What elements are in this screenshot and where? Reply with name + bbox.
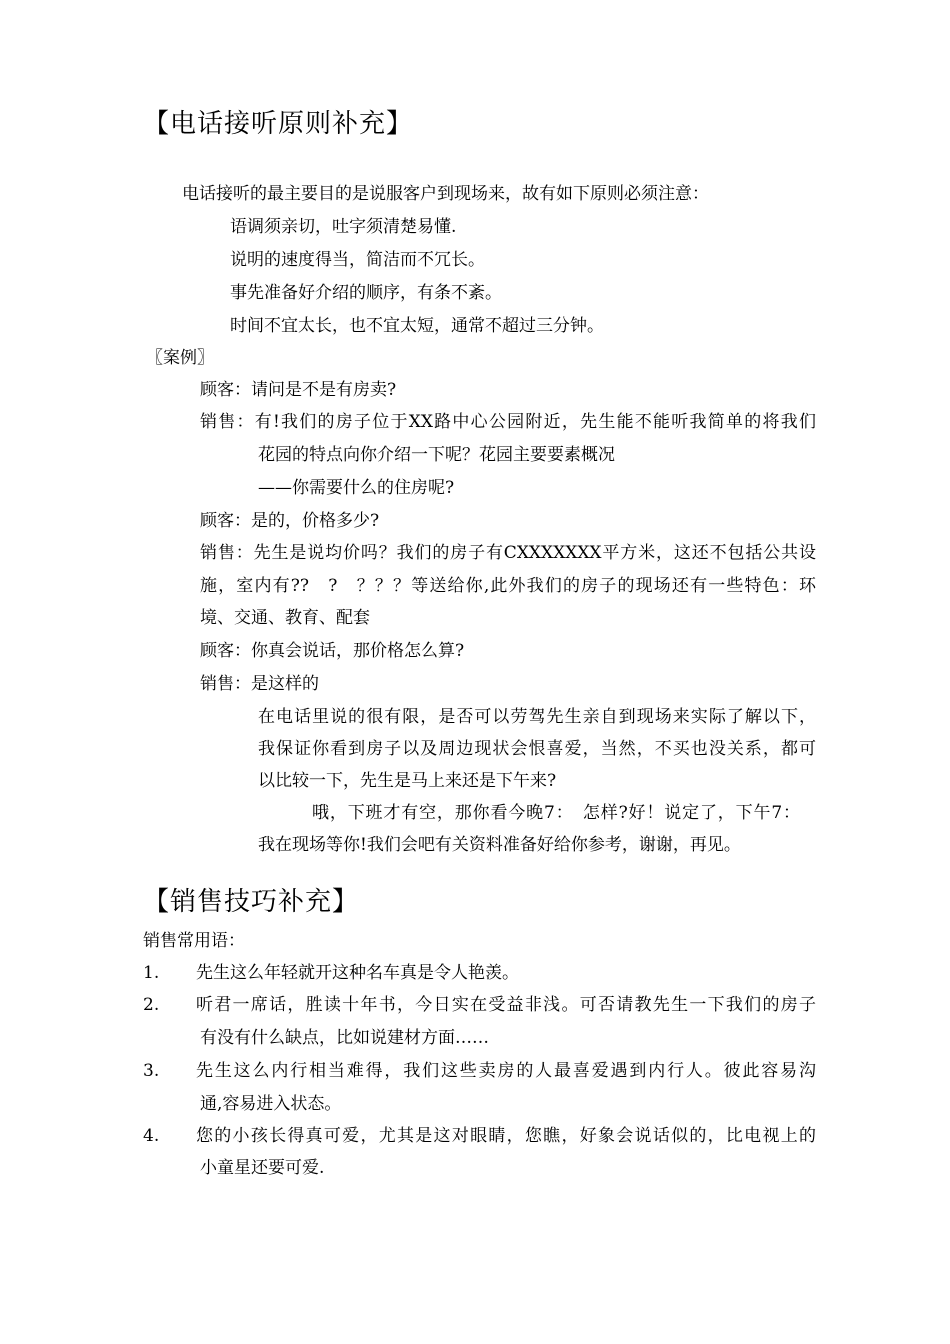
dialogue-line: 顾客：你真会说话，那价格怎么算? bbox=[200, 641, 465, 661]
dialogue-line: 哦，下班才有空，那你看今晚7： 怎样?好！说定了，下午7： bbox=[312, 803, 800, 823]
principle-item: 时间不宜太长，也不宜太短，通常不超过三分钟。 bbox=[230, 316, 604, 336]
dialogue-line: 销售：是这样的 bbox=[200, 674, 319, 694]
dialogue-line: 销售：先生是说均价吗？我们的房子有CXXXXXXX平方米，这还不包括公共设 bbox=[200, 543, 816, 563]
dialogue-line: 在电话里说的很有限，是否可以劳驾先生亲自到现场来实际了解以下， bbox=[258, 707, 816, 727]
dialogue-line: 我在现场等你!我们会吧有关资料准备好给你参考，谢谢，再见。 bbox=[258, 835, 741, 855]
sales-phrases-subtitle: 销售常用语： bbox=[143, 931, 245, 951]
principle-item: 语调须亲切，吐字须清楚易懂. bbox=[230, 217, 457, 237]
principle-item: 说明的速度得当，简洁而不冗长。 bbox=[230, 250, 485, 270]
list-item: 先生这么内行相当难得，我们这些卖房的人最喜爱遇到内行人。彼此容易沟 bbox=[196, 1061, 816, 1081]
list-item: 听君一席话，胜读十年书，今日实在受益非浅。可否请教先生一下我们的房子 bbox=[196, 995, 816, 1015]
list-item-continuation: 有没有什么缺点，比如说建材方面…… bbox=[200, 1028, 489, 1048]
case-label: 〖案例〗 bbox=[146, 348, 214, 368]
dialogue-line: ——你需要什么的住房呢? bbox=[258, 478, 455, 498]
list-item-continuation: 小童星还要可爱. bbox=[200, 1158, 325, 1178]
list-number: 3. bbox=[143, 1061, 160, 1081]
dialogue-line: 我保证你看到房子以及周边现状会恨喜爱，当然，不买也没关系，都可 bbox=[258, 739, 816, 759]
dialogue-line: 销售：有!我们的房子位于XX路中心公园附近，先生能不能听我简单的将我们 bbox=[200, 412, 816, 432]
list-number: 4. bbox=[143, 1126, 160, 1146]
section-title-phone-principles: 【电话接听原则补充】 bbox=[143, 109, 414, 139]
intro-paragraph: 电话接听的最主要目的是说服客户到现场来，故有如下原则必须注意： bbox=[182, 184, 709, 204]
dialogue-line: 花园的特点向你介绍一下呢？花园主要要素概况 bbox=[258, 445, 615, 465]
section-title-sales-techniques: 【销售技巧补充】 bbox=[143, 887, 360, 917]
dialogue-line: 以比较一下，先生是马上来还是下午来? bbox=[258, 771, 557, 791]
dialogue-line: 顾客：是的，价格多少? bbox=[200, 511, 380, 531]
dialogue-line: 顾客：请问是不是有房卖? bbox=[200, 380, 397, 400]
list-item-continuation: 通,容易进入状态。 bbox=[200, 1094, 342, 1114]
dialogue-line: 境、交通、教育、配套 bbox=[200, 608, 370, 628]
list-number: 1. bbox=[143, 963, 160, 983]
dialogue-line: 施，室内有?? ? ？？？等送给你,此外我们的房子的现场还有一些特色：环 bbox=[200, 576, 816, 596]
list-item: 先生这么年轻就开这种名车真是令人艳羡。 bbox=[196, 963, 519, 983]
list-number: 2. bbox=[143, 995, 160, 1015]
principle-item: 事先准备好介绍的顺序，有条不紊。 bbox=[230, 283, 502, 303]
list-item: 您的小孩长得真可爱，尤其是这对眼睛，您瞧，好象会说话似的，比电视上的 bbox=[196, 1126, 816, 1146]
